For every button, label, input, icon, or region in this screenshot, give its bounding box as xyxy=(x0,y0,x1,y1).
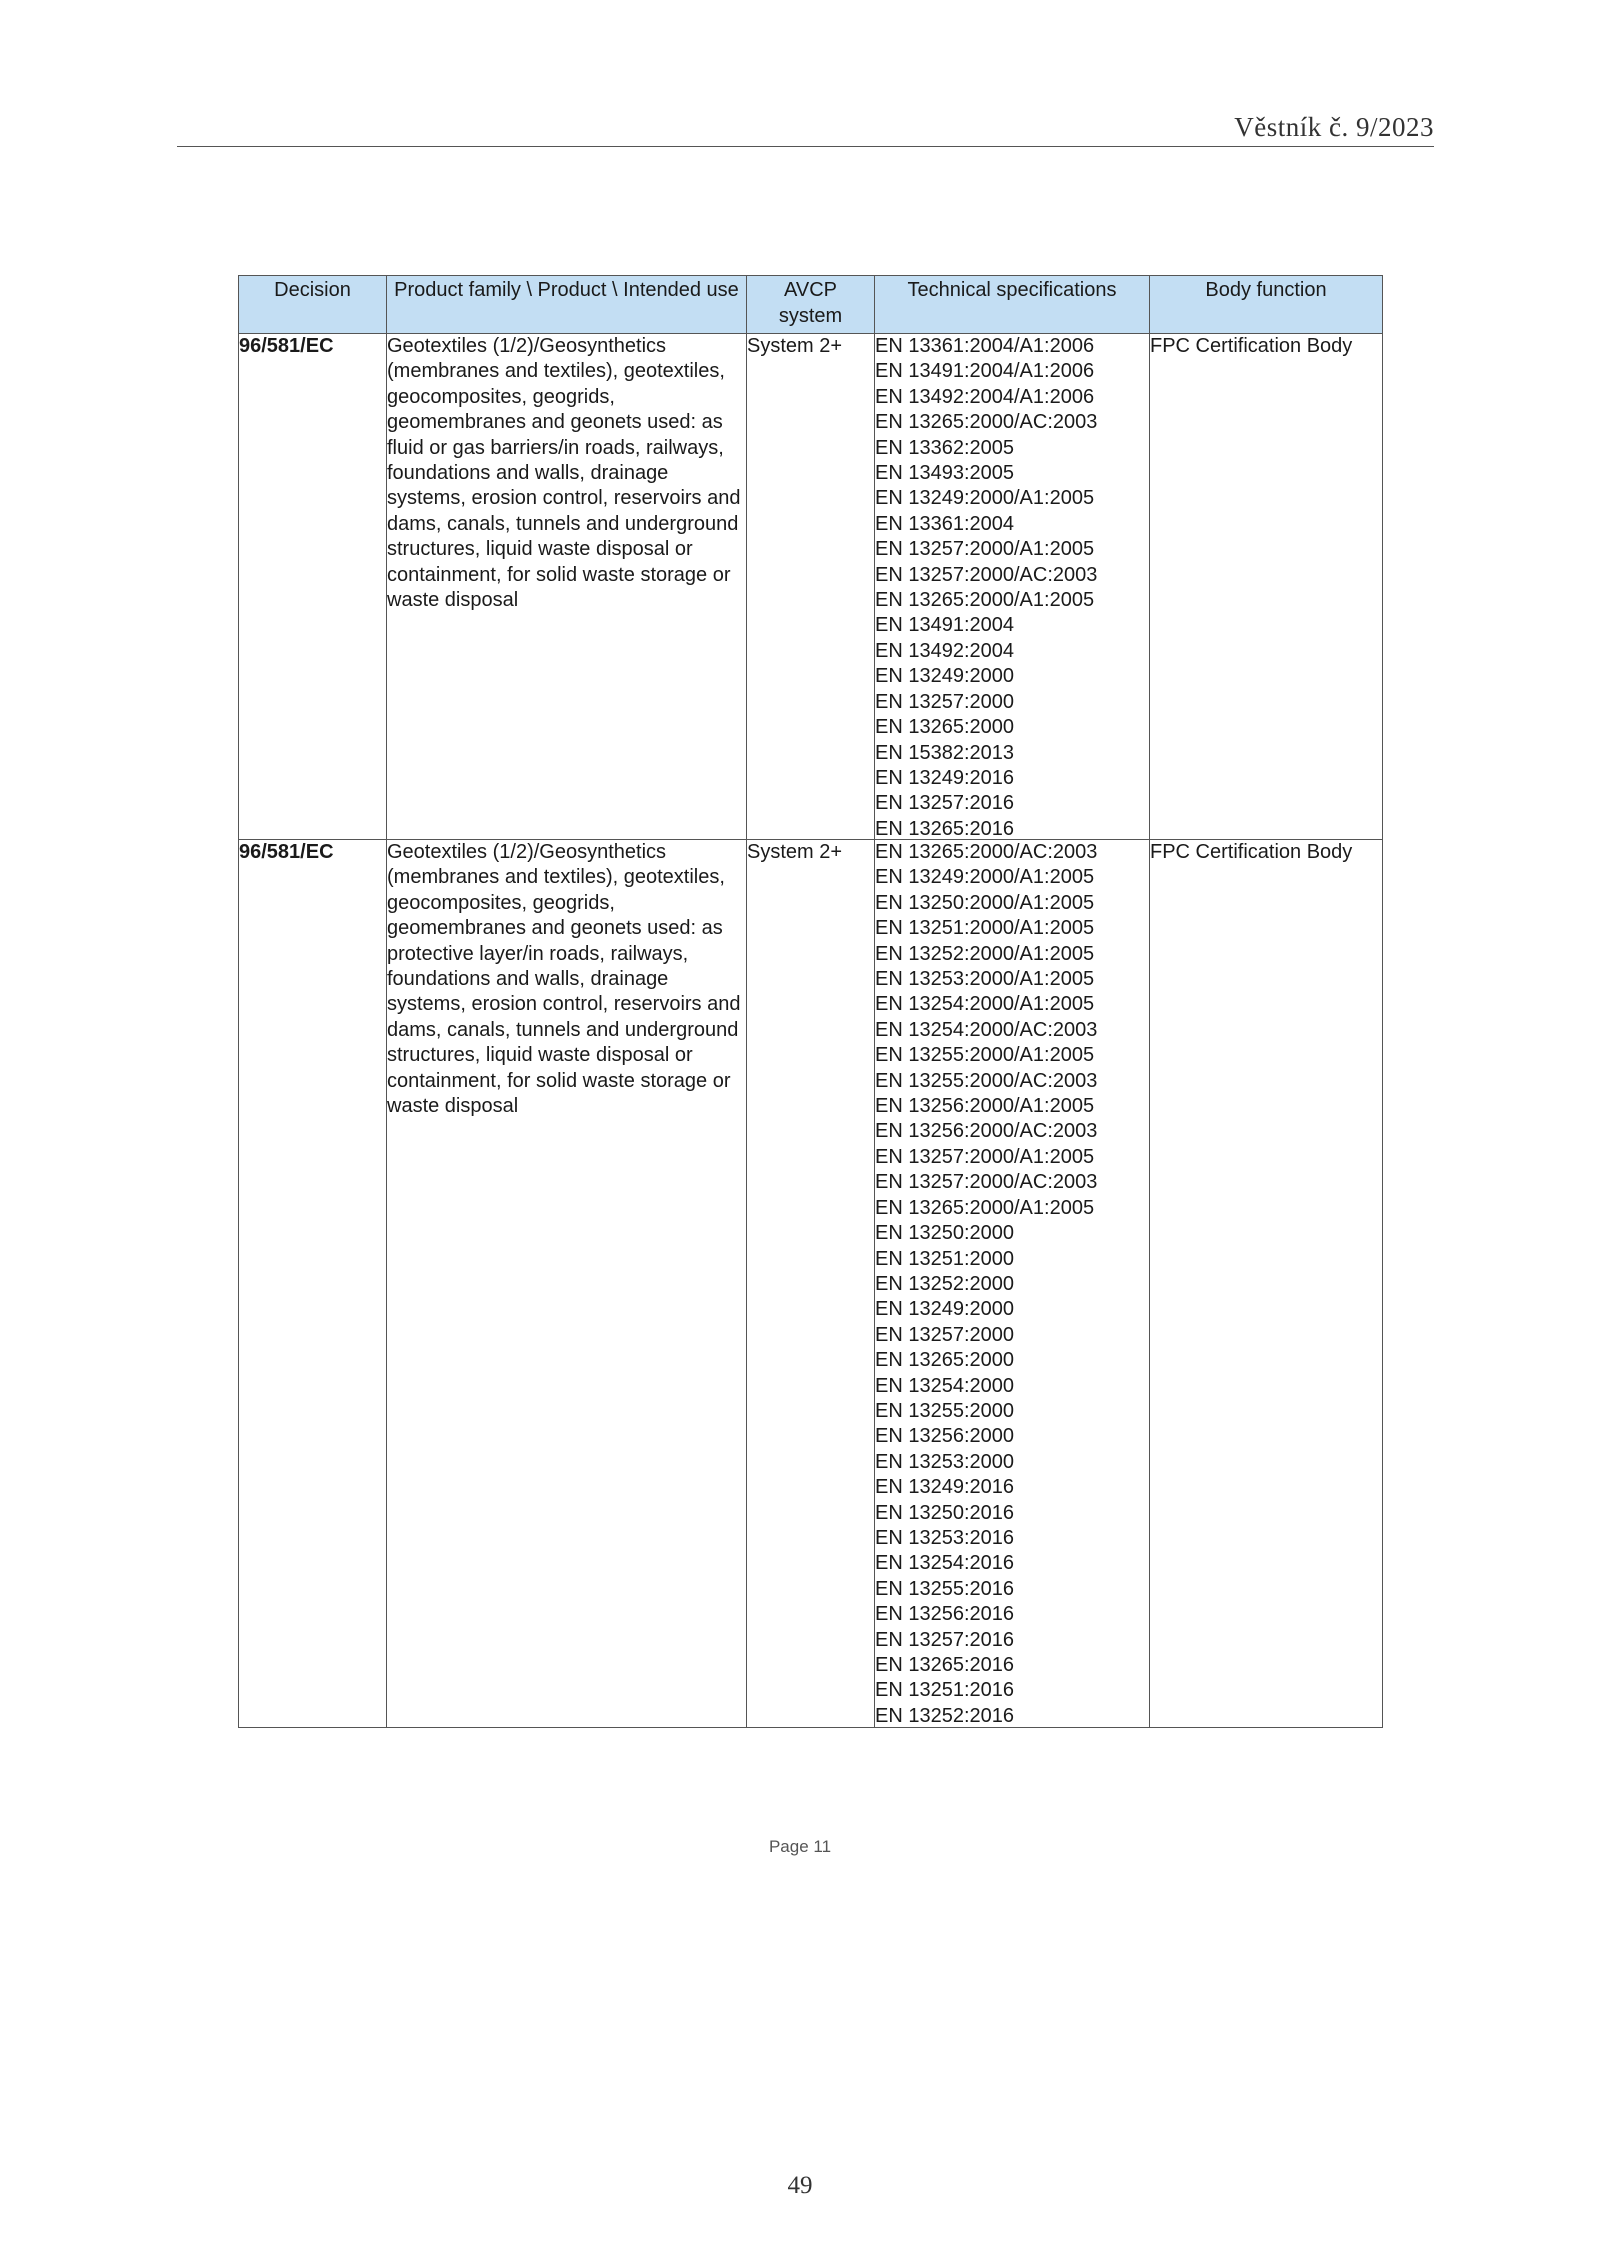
tech-spec-item: EN 13255:2000/A1:2005 xyxy=(875,1044,1095,1067)
tech-spec-item: EN 13249:2016 xyxy=(875,1476,1015,1499)
column-header-body: Body function xyxy=(1150,276,1383,334)
tech-spec-item: EN 13492:2004/A1:2006 xyxy=(875,385,1095,408)
product-cell xyxy=(387,334,747,840)
tech-spec-item: EN 13254:2000/A1:2005 xyxy=(875,993,1095,1016)
tech-spec-cell xyxy=(875,840,1150,1728)
tech-spec-item: EN 13249:2016 xyxy=(875,766,1015,789)
tech-spec-item: EN 13256:2000 xyxy=(875,1425,1015,1448)
decision-value: 96/581/EC xyxy=(239,335,334,357)
avcp-cell xyxy=(747,840,875,1728)
tech-spec-item: EN 13265:2016 xyxy=(875,1654,1015,1676)
tech-spec-list xyxy=(875,334,1149,839)
tech-spec-item: EN 13253:2016 xyxy=(875,1526,1015,1549)
tech-spec-item: EN 13249:2000 xyxy=(875,1298,1015,1321)
tech-spec-item: EN 13255:2000/AC:2003 xyxy=(875,1069,1098,1092)
avcp-cell xyxy=(747,334,875,840)
tech-spec-item: EN 13250:2016 xyxy=(875,1501,1015,1524)
tech-spec-item: EN 13257:2000/A1:2005 xyxy=(875,538,1095,561)
decision-value: 96/581/EC xyxy=(239,841,334,863)
column-header-tech: Technical specifications xyxy=(875,276,1150,334)
tech-spec-item: EN 13255:2016 xyxy=(875,1577,1015,1600)
tech-spec-item: EN 13256:2000/A1:2005 xyxy=(875,1095,1095,1118)
avcp-value: System 2+ xyxy=(747,335,843,357)
tech-spec-item: EN 13361:2004 xyxy=(875,512,1015,535)
tech-spec-item: EN 13257:2000/A1:2005 xyxy=(875,1145,1095,1168)
column-header-product: Product family \ Product \ Intended use xyxy=(387,276,747,334)
tech-spec-item: EN 13250:2000/A1:2005 xyxy=(875,891,1095,914)
tech-spec-item: EN 15382:2013 xyxy=(875,741,1015,764)
tech-spec-cell xyxy=(875,334,1150,840)
tech-spec-item: EN 13257:2000 xyxy=(875,690,1015,713)
tech-spec-item: EN 13492:2004 xyxy=(875,639,1015,662)
tech-spec-item: EN 13265:2000 xyxy=(875,716,1015,739)
tech-spec-item: EN 13251:2016 xyxy=(875,1679,1015,1702)
tech-spec-item: EN 13491:2004/A1:2006 xyxy=(875,360,1095,383)
tech-spec-item: EN 13265:2000/A1:2005 xyxy=(875,589,1095,612)
tech-spec-item: EN 13265:2000/AC:2003 xyxy=(875,841,1098,863)
tech-spec-item: EN 13254:2000 xyxy=(875,1374,1015,1397)
page-number: 49 xyxy=(787,2172,813,2199)
tech-spec-item: EN 13257:2000/AC:2003 xyxy=(875,1171,1098,1194)
tech-spec-item: EN 13255:2000 xyxy=(875,1399,1015,1422)
table-row xyxy=(239,334,1383,840)
body-function-cell xyxy=(1150,840,1383,1728)
decision-table xyxy=(238,275,1383,1728)
tech-spec-item: EN 13257:2000 xyxy=(875,1323,1015,1346)
tech-spec-item: EN 13251:2000/A1:2005 xyxy=(875,917,1095,940)
tech-spec-item: EN 13253:2000/A1:2005 xyxy=(875,968,1095,991)
tech-spec-item: EN 13256:2000/AC:2003 xyxy=(875,1120,1098,1143)
tech-spec-item: EN 13256:2016 xyxy=(875,1603,1015,1626)
tech-spec-item: EN 13254:2000/AC:2003 xyxy=(875,1018,1098,1041)
tech-spec-list xyxy=(875,840,1149,1727)
table-row xyxy=(239,840,1383,1728)
journal-header: Věstník č. 9/2023 xyxy=(1234,112,1434,142)
tech-spec-item: EN 13252:2016 xyxy=(875,1704,1015,1727)
product-description: Geotextiles (1/2)/Geosynthetics (membranes and textiles), geotextiles, geocomposites, geogrids, geomembranes and geonets used: as fluid or gas barriers/in roads, railways, foundations and walls, drainage systems, erosion control, reservoirs and dams, canals, tunnels and underground structures, liquid waste disposal or containment, for solid waste storage or waste disposal xyxy=(387,335,741,612)
column-header-avcp: AVCP system xyxy=(747,276,875,334)
tech-spec-item: EN 13257:2016 xyxy=(875,1628,1015,1651)
column-header-decision: Decision xyxy=(239,276,387,334)
tech-spec-item: EN 13257:2000/AC:2003 xyxy=(875,563,1098,586)
body-function-value: FPC Certification Body xyxy=(1150,841,1353,863)
inner-page-label: Page 11 xyxy=(768,1837,832,1856)
decision-cell xyxy=(239,840,387,1728)
tech-spec-item: EN 13254:2016 xyxy=(875,1552,1015,1575)
header-divider xyxy=(177,146,1434,147)
tech-spec-item: EN 13249:2000 xyxy=(875,665,1015,688)
tech-spec-item: EN 13362:2005 xyxy=(875,436,1015,459)
tech-spec-item: EN 13265:2016 xyxy=(875,817,1015,839)
tech-spec-item: EN 13249:2000/A1:2005 xyxy=(875,866,1095,889)
product-cell xyxy=(387,840,747,1728)
body-function-value: FPC Certification Body xyxy=(1150,335,1353,357)
decision-cell xyxy=(239,334,387,840)
tech-spec-item: EN 13249:2000/A1:2005 xyxy=(875,487,1095,510)
tech-spec-item: EN 13265:2000 xyxy=(875,1349,1015,1372)
body-function-cell xyxy=(1150,334,1383,840)
avcp-value: System 2+ xyxy=(747,841,843,863)
product-description: Geotextiles (1/2)/Geosynthetics (membranes and textiles), geotextiles, geocomposites, geogrids, geomembranes and geonets used: as protective layer/in roads, railways, foundations and walls, drainage systems, erosion control, reservoirs and dams, canals, tunnels and underground structures, liquid waste disposal or containment, for solid waste storage or waste disposal xyxy=(387,841,741,1118)
table-header-row xyxy=(239,276,1383,334)
tech-spec-item: EN 13493:2005 xyxy=(875,462,1015,485)
tech-spec-item: EN 13491:2004 xyxy=(875,614,1015,637)
tech-spec-item: EN 13252:2000 xyxy=(875,1272,1015,1295)
tech-spec-item: EN 13251:2000 xyxy=(875,1247,1015,1270)
tech-spec-item: EN 13257:2016 xyxy=(875,792,1015,815)
tech-spec-item: EN 13361:2004/A1:2006 xyxy=(875,335,1095,357)
tech-spec-item: EN 13265:2000/AC:2003 xyxy=(875,411,1098,434)
tech-spec-item: EN 13250:2000 xyxy=(875,1222,1015,1245)
tech-spec-item: EN 13252:2000/A1:2005 xyxy=(875,942,1095,965)
tech-spec-item: EN 13265:2000/A1:2005 xyxy=(875,1196,1095,1219)
tech-spec-item: EN 13253:2000 xyxy=(875,1450,1015,1473)
